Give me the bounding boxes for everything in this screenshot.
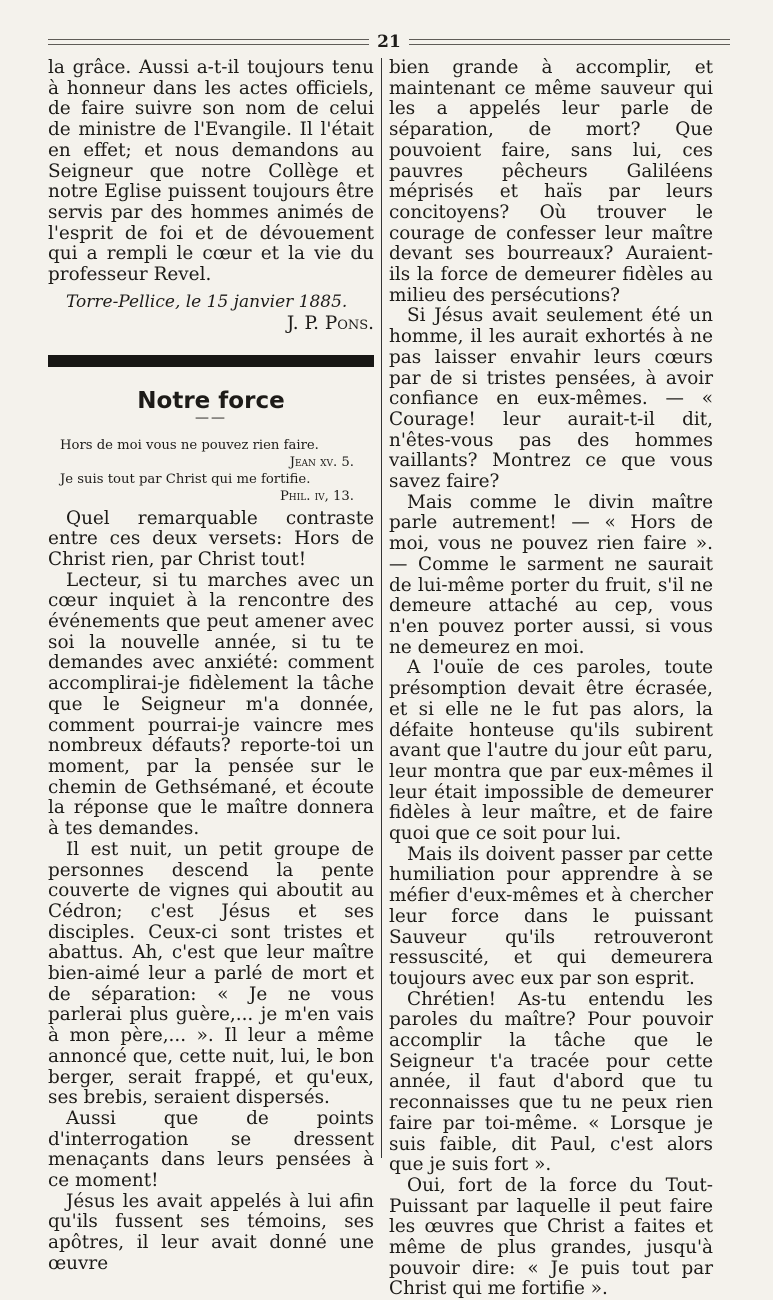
left-column (48, 58, 374, 1275)
page-header (48, 30, 730, 54)
column-divider (381, 58, 382, 1158)
signature-name: J. P. Pons. (286, 313, 374, 335)
right-column (389, 58, 713, 1300)
body-paragraph: Chrétien! As-tu entendu les paroles du maître? Pour pouvoir accomplir la tâche que le Seigneur t'a tracée pour cette année, il faut d'abord que tu reconnaisses que tu ne peux rien faire par toi-même. « Lorsque je suis faible, dit Paul, c'est alors que je suis fort ». (389, 988, 713, 1176)
epigraph-1: Hors de moi vous ne pouvez rien faire. (60, 437, 319, 453)
title-dash: —— (195, 409, 227, 426)
body-paragraph: Mais ils doivent passer par cette humiliation pour apprendre à se méfier d'eux-mêmes et à chercher leur force dans le puissant Sauveur qu'ils retrouveront ressuscité, et qui demeurera toujours avec eux par son esprit. (389, 843, 713, 989)
epigraph-1-ref: Jean xv. 5. (289, 454, 354, 470)
header-ornament-left (48, 39, 369, 45)
body-paragraph: Oui, fort de la force du Tout-Puissant par laquelle il peut faire les œuvres que Christ a faites et même de plus grandes, jusqu'à pouvoir dire: « Je puis tout par Christ qui me fortifie ». (389, 1174, 713, 1300)
body-paragraph: Il est nuit, un petit groupe de personnes descend la pente couverte de vignes qui aboutit au Cédron; c'est Jésus et ses disciples. Ceux-ci sont tristes et abattus. Ah, c'est que leur maître bien-aimé leur a parlé de mort et de séparation: « Je ne vous parlerai plus guère,... je m'en vais à mon père,... ». Il leur a même annoncé que, cette nuit, lui, le bon berger, serait frappé, et qu'eux, ses brebis, seraient dispersés. (48, 838, 374, 1109)
epigraph (48, 437, 374, 505)
epigraph-2: Je suis tout par Christ qui me fortifie. (60, 471, 311, 487)
header-ornament-right (409, 39, 730, 45)
body-paragraph: Aussi que de points d'interrogation se dressent menaçants dans leurs pensées à ce moment! (48, 1107, 374, 1192)
article-title: Notre force (137, 388, 285, 415)
body-paragraph: bien grande à accomplir, et maintenant ce même sauveur qui les a appelés leur parle de séparation, de mort? Que pouvoient faire, sans lui, ces pauvres pêcheurs Galiléens méprisés et haïs par leurs concitoyens? Où trouver le courage de confesser leur maître devant ses bourreaux? Auraient-ils la force de demeurer fidèles au milieu des persécutions? (389, 57, 713, 306)
signature-place: Torre-Pellice, le 15 janvier 1885. (66, 291, 348, 312)
body-paragraph: Lecteur, si tu marches avec un cœur inquiet à la rencontre des événements que peut amener avec soi la nouvelle année, si tu te demandes avec anxiété: comment accomplirai-je fidèlement la tâche que le Seigneur m'a donnée, comment pourrai-je vaincre mes nombreux défauts? reporte-toi un moment, par la pensée sur le chemin de Gethsémané, et écoute la réponse que le maître donnera à tes demandes. (48, 569, 374, 840)
body-paragraph: Mais comme le divin maître parle autrement! — « Hors de moi, vous ne pouvez rien faire ». — Comme le sarment ne saurait de lui-même porter du fruit, s'il ne demeure attaché au cep, vous n'en pouvez porter aussi, si vous ne demeurez en moi. (389, 491, 713, 658)
page-number: 21 (377, 32, 401, 52)
intro-paragraph: la grâce. Aussi a-t-il toujours tenu à honneur dans les actes officiels, de faire suivre son nom de celui de ministre de l'Evangile. Il l'était en effet; et nous demandons au Seigneur que notre Collège et notre Eglise puissent toujours être servis par des hommes animés de l'esprit de foi et de dévouement qui a rempli le cœur et la vie du professeur Revel. (48, 57, 374, 286)
body-paragraph: Jésus les avait appelés à lui afin qu'ils fussent ses témoins, ses apôtres, il leur avait donné une œuvre (48, 1190, 374, 1274)
body-paragraph: Si Jésus avait seulement été un homme, il les aurait exhortés à ne pas laisser envahir leurs cœurs par de si tristes pensées, à avoir confiance en eux-mêmes. — « Courage! leur aurait-t-il dit, n'êtes-vous pas des hommes vaillants? Montrez ce que vous savez faire? (389, 305, 713, 493)
section-rule (48, 355, 374, 367)
body-paragraph: Quel remarquable contraste entre ces deux versets: Hors de Christ rien, par Christ tout! (48, 507, 374, 570)
body-paragraph: A l'ouïe de ces paroles, toute présomption devait être écrasée, et si elle ne le fut pas alors, la défaite honteuse qu'ils subirent avant que l'autre du jour eût paru, leur montra que par eux-mêmes il leur était impossible de demeurer fidèles à leur maître, et de faire quoi que ce soit pour lui. (389, 657, 713, 845)
epigraph-2-ref: Phil. iv, 13. (279, 488, 354, 504)
